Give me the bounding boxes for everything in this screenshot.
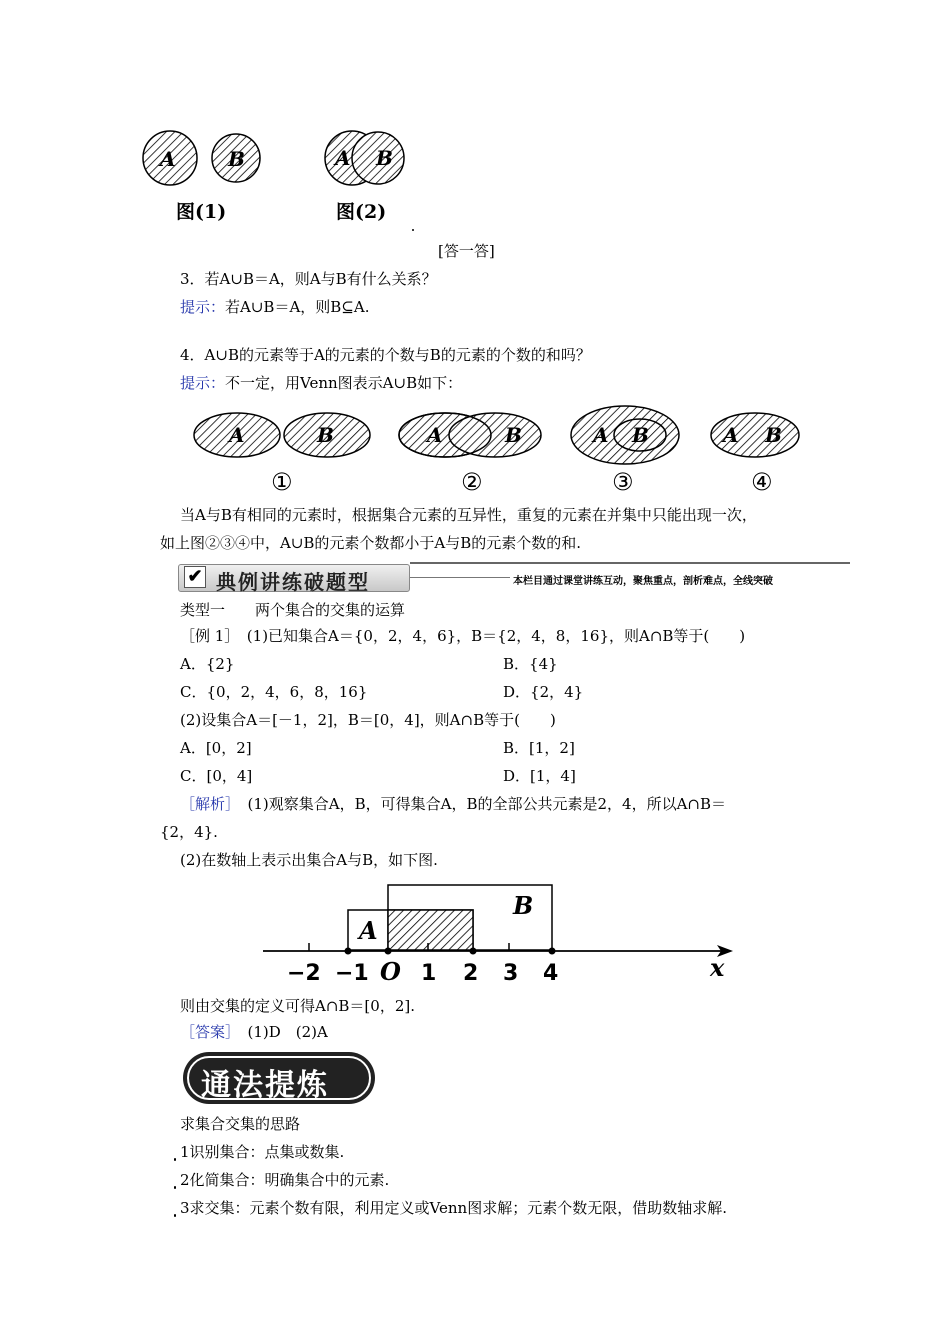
venn2-b: B <box>505 423 522 447</box>
tick-3: 3 <box>503 961 519 986</box>
venn-caption-2: ② <box>461 468 483 496</box>
analysis-label: ［解析］ <box>180 795 233 813</box>
ex1-q1: ［例 1］ (1)已知集合A＝{0，2，4，6}，B＝{2，4，8，16}，则A∩B等于( ) <box>180 627 746 645</box>
banner-title: 典例讲练破题型 <box>216 570 370 594</box>
venn1-b: B <box>317 423 334 447</box>
answer-line <box>180 1022 328 1042</box>
method-step-1: 1识别集合：点集或数集. <box>180 1143 345 1161</box>
ex1-q2: (2)设集合A＝[－1，2]，B＝[0，4]，则A∩B等于( ) <box>180 711 556 729</box>
ex1-q2-opt-d: D．[1，4] <box>503 767 576 785</box>
ex1-q1-opt-c: C．{0，2，4，6，8，16} <box>180 683 368 701</box>
step-dot-1 <box>174 1158 176 1161</box>
venn3-a: A <box>593 423 609 447</box>
number-line-figure <box>255 880 745 990</box>
venn1-a: A <box>229 423 245 447</box>
venn4-b: B <box>765 423 782 447</box>
tick-neg2: −2 <box>287 961 321 986</box>
venn-figure-1 <box>130 125 270 195</box>
answer-label: ［答案］ <box>180 1023 233 1041</box>
answer-text: (1)D (2)A <box>232 1023 328 1041</box>
type1-heading: 类型一 两个集合的交集的运算 <box>180 601 406 619</box>
method-badge <box>183 1052 375 1104</box>
tick-origin: O <box>380 957 401 986</box>
fig1-label-a: A <box>160 147 176 171</box>
set-a-label: A <box>359 916 378 945</box>
venn2-a: A <box>427 423 443 447</box>
step-dot-3 <box>174 1214 176 1217</box>
fig1-label-b: B <box>228 147 245 171</box>
fig2-caption: 图(2) <box>336 201 387 223</box>
analysis-line-1 <box>180 794 726 814</box>
tick-1: 1 <box>421 961 437 986</box>
tick-neg1: −1 <box>335 961 369 986</box>
ex1-q1-opt-a: A．{2} <box>180 655 235 673</box>
ex1-q2-opt-b: B．[1，2] <box>503 739 575 757</box>
q4-question: 4．A∪B的元素等于A的元素的个数与B的元素的个数的和吗？ <box>180 346 591 364</box>
fig2-label-b: B <box>376 146 393 170</box>
venn-caption-3: ③ <box>612 468 634 496</box>
method-step-3: 3求交集：元素个数有限，利用定义或Venn图求解；元素个数无限，借助数轴求解. <box>180 1199 727 1217</box>
fig1-caption: 图(1) <box>176 201 227 223</box>
q4-hint <box>180 373 462 393</box>
ex1-q1-opt-b: B．{4} <box>503 655 558 673</box>
venn-caption-1: ① <box>271 468 293 496</box>
step-dot-2 <box>174 1186 176 1189</box>
banner-subtitle: 本栏目通过课堂讲练互动，聚焦重点，剖析难点，全线突破 <box>513 576 773 587</box>
section-banner <box>178 562 850 594</box>
ex1-q2-opt-c: C．[0，4] <box>180 767 253 785</box>
q4-hint-text: 不一定，用Venn图表示A∪B如下： <box>225 374 463 392</box>
tick-2: 2 <box>463 961 479 986</box>
tick-4: 4 <box>543 961 559 986</box>
venn-figure-2 <box>315 125 415 195</box>
q3-hint-label: 提示： <box>180 298 226 316</box>
analysis-line-2: {2，4}. <box>160 823 218 841</box>
ex1-q1-opt-d: D．{2，4} <box>503 683 584 701</box>
stray-dot <box>412 229 414 231</box>
axis-label-x: x <box>710 953 725 982</box>
method-step-2: 2化简集合：明确集合中的元素. <box>180 1171 390 1189</box>
venn3-b: B <box>632 423 649 447</box>
analysis-line-3: (2)在数轴上表示出集合A与B，如下图. <box>180 851 438 869</box>
explain-line-2: 如上图②③④中，A∪B的元素个数都小于A与B的元素个数的和. <box>160 534 582 552</box>
fig2-label-a: A <box>335 146 351 170</box>
q3-question: 3．若A∪B＝A，则A与B有什么关系？ <box>180 270 437 288</box>
q3-hint <box>180 297 369 317</box>
set-b-label: B <box>513 891 534 920</box>
section-header: [答一答] <box>438 242 495 260</box>
venn4-a: A <box>723 423 739 447</box>
ex1-q2-opt-a: A．[0，2] <box>180 739 252 757</box>
method-title: 求集合交集的思路 <box>180 1115 301 1133</box>
conclusion: 则由交集的定义可得A∩B＝[0，2]. <box>180 997 415 1015</box>
explain-line-1: 当A与B有相同的元素时，根据集合元素的互异性，重复的元素在并集中只能出现一次， <box>180 506 757 524</box>
q4-hint-label: 提示： <box>180 374 226 392</box>
analysis-text-1: (1)观察集合A，B，可得集合A，B的全部公共元素是2，4，所以A∩B＝ <box>232 795 726 813</box>
method-badge-text: 通法提炼 <box>201 1068 329 1103</box>
check-icon: ✔ <box>184 566 206 588</box>
q3-hint-text: 若A∪B＝A，则B⊆A. <box>225 298 370 316</box>
venn-caption-4: ④ <box>751 468 773 496</box>
